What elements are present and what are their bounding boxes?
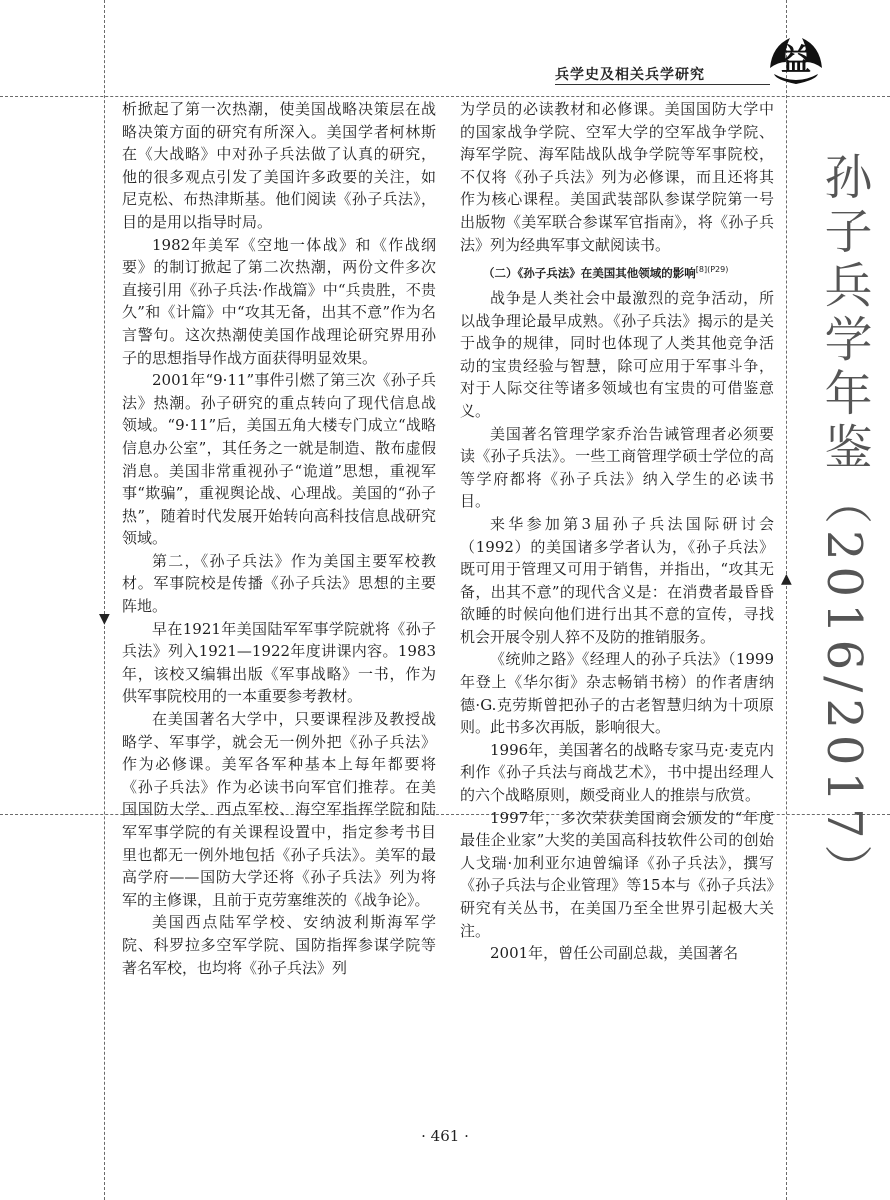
paragraph: 在美国著名大学中，只要课程涉及教授战略学、军事学，就会无一例外把《孙子兵法》作为必修课。美军各军种基本上每年都要将《孙子兵法》作为必读书向军官们推荐。在美国国防大学、西点军校、海空军指挥学院和陆军军事学院的有关课程设置中，指定参考书目里也都无一例外地包括《孙子兵法》。美军的最高学府——国防大学还将《孙子兵法》列为将军的主修课，且前于克劳塞维茨的《战争论》。	[122, 710, 436, 909]
paragraph: 早在1921年美国陆军军事学院就将《孙子兵法》列入1921—1922年度讲课内容。1983年，该校又编辑出版《军事战略》一书，作为供军事院校用的一本重要参考教材。	[122, 619, 436, 706]
citation-ref: [8](P29)	[695, 265, 729, 275]
sunzi-seal-icon	[764, 26, 828, 90]
paragraph: 《统帅之路》《经理人的孙子兵法》（1999年登上《华尔街》杂志畅销书榜）的作者唐纳德·G.克劳斯曾把孙子的古老智慧归纳为十项原则。此书多次再版，影响很大。	[460, 650, 774, 737]
paragraph: 第二，《孙子兵法》作为美国主要军校教材。军事院校是传播《孙子兵法》思想的主要阵地。	[122, 551, 436, 616]
paragraph: 2001年“9·11”事件引燃了第三次《孙子兵法》热潮。孙子研究的重点转向了现代信息战领域。“9·11”后，美国五角大楼专门成立“战略信息办公室”，其任务之一就是制造、散布虚假消息。美国非常重视孙子“诡道”思想，重视军事“欺骗”，重视舆论战、心理战。美国的“孙子热”，随着时代发展开始转向高科技信息战研究领域。	[122, 371, 436, 548]
header-rule	[555, 84, 770, 85]
paragraph: 战争是人类社会中最激烈的竞争活动，所以战争理论最早成熟。《孙子兵法》揭示的是关于战争的规律，同时也体现了人类其他竞争活动的宝贵经验与智慧，除可应用于军事斗争，对于人际交往等诸多领域也有宝贵的可借鉴意义。	[460, 288, 774, 420]
right-guide-line	[786, 0, 787, 1200]
paragraph: 2001年，曾任公司副总裁，美国著名	[490, 944, 739, 963]
right-column	[460, 98, 774, 963]
running-header: 兵学史及相关兵学研究	[555, 67, 705, 83]
subheading-text: （二）《孙子兵法》在美国其他领域的影响	[483, 265, 696, 280]
paragraph: 1996年，美国著名的战略专家马克·麦克内利作《孙子兵法与商战艺术》，书中提出经理人的六个战略原则，颇受商业人的推崇与欣赏。	[460, 740, 774, 805]
up-arrow-icon: ▲	[781, 571, 792, 587]
paragraph: 1997年，多次荣获美国商会颁发的“年度最佳企业家”大奖的美国高科技软件公司的创始人戈瑞·加利亚尔迪曾编译《孙子兵法》，撰写《孙子兵法与企业管理》等15本与《孙子兵法》研究有关丛书，在美国乃至全世界引起极大关注。	[460, 808, 774, 940]
page-number: · 461 ·	[421, 1127, 469, 1145]
left-guide-line	[104, 0, 105, 1200]
book-title-vertical: 孙子兵学年鉴（2016/2017）	[816, 152, 872, 899]
paragraph: 1982年美军《空地一体战》和《作战纲要》的制订掀起了第二次热潮，两份文件多次直接引用《孙子兵法·作战篇》中“兵贵胜，不贵久”和《计篇》中“攻其无备，出其不意”作为名言警句。这次热潮使美国作战理论研究界用孙子的思想指导作战方面获得明显效果。	[122, 235, 436, 367]
paragraph: 美国西点陆军学校、安纳波利斯海军学院、科罗拉多空军学院、国防指挥参谋学院等著名军校，也均将《孙子兵法》列	[122, 913, 436, 977]
paragraph: 为学员的必读教材和必修课。美国国防大学中的国家战争学院、空军大学的空军战争学院、海军学院、海军陆战队战争学院等军事院校，不仅将《孙子兵法》列为必修课，而且还将其作为核心课程。美国武装部队参谋学院第一号出版物《美军联合参谋军官指南》，将《孙子兵法》列为经典军事文献阅读书。	[460, 100, 774, 254]
svg-text:益: 益	[781, 43, 811, 78]
left-column	[122, 98, 436, 977]
paragraph: 析掀起了第一次热潮，使美国战略决策层在战略决策方面的研究有所深入。美国学者柯林斯在《大战略》中对孙子兵法做了认真的研究，他的很多观点引发了美国许多政要的关注，如尼克松、布热津斯基。他们阅读《孙子兵法》，目的是用以指导时局。	[122, 100, 436, 231]
down-arrow-icon: ▼	[99, 611, 110, 627]
section-subheading	[460, 259, 774, 284]
paragraph: 美国著名管理学家乔治告诫管理者必须要读《孙子兵法》。一些工商管理学硕士学位的高等学府都将《孙子兵法》纳入学生的必读书目。	[460, 424, 774, 511]
paragraph: 来华参加第3届孙子兵法国际研讨会（1992）的美国诸多学者认为，《孙子兵法》既可用于管理又可用于销售，并指出，“攻其无备，出其不意”的现代含义是：在消费者最昏昏欲睡的时候向他们进行出其不意的宣传，寻找机会开展令别人猝不及防的推销服务。	[460, 514, 774, 646]
top-guide-line	[0, 96, 890, 97]
